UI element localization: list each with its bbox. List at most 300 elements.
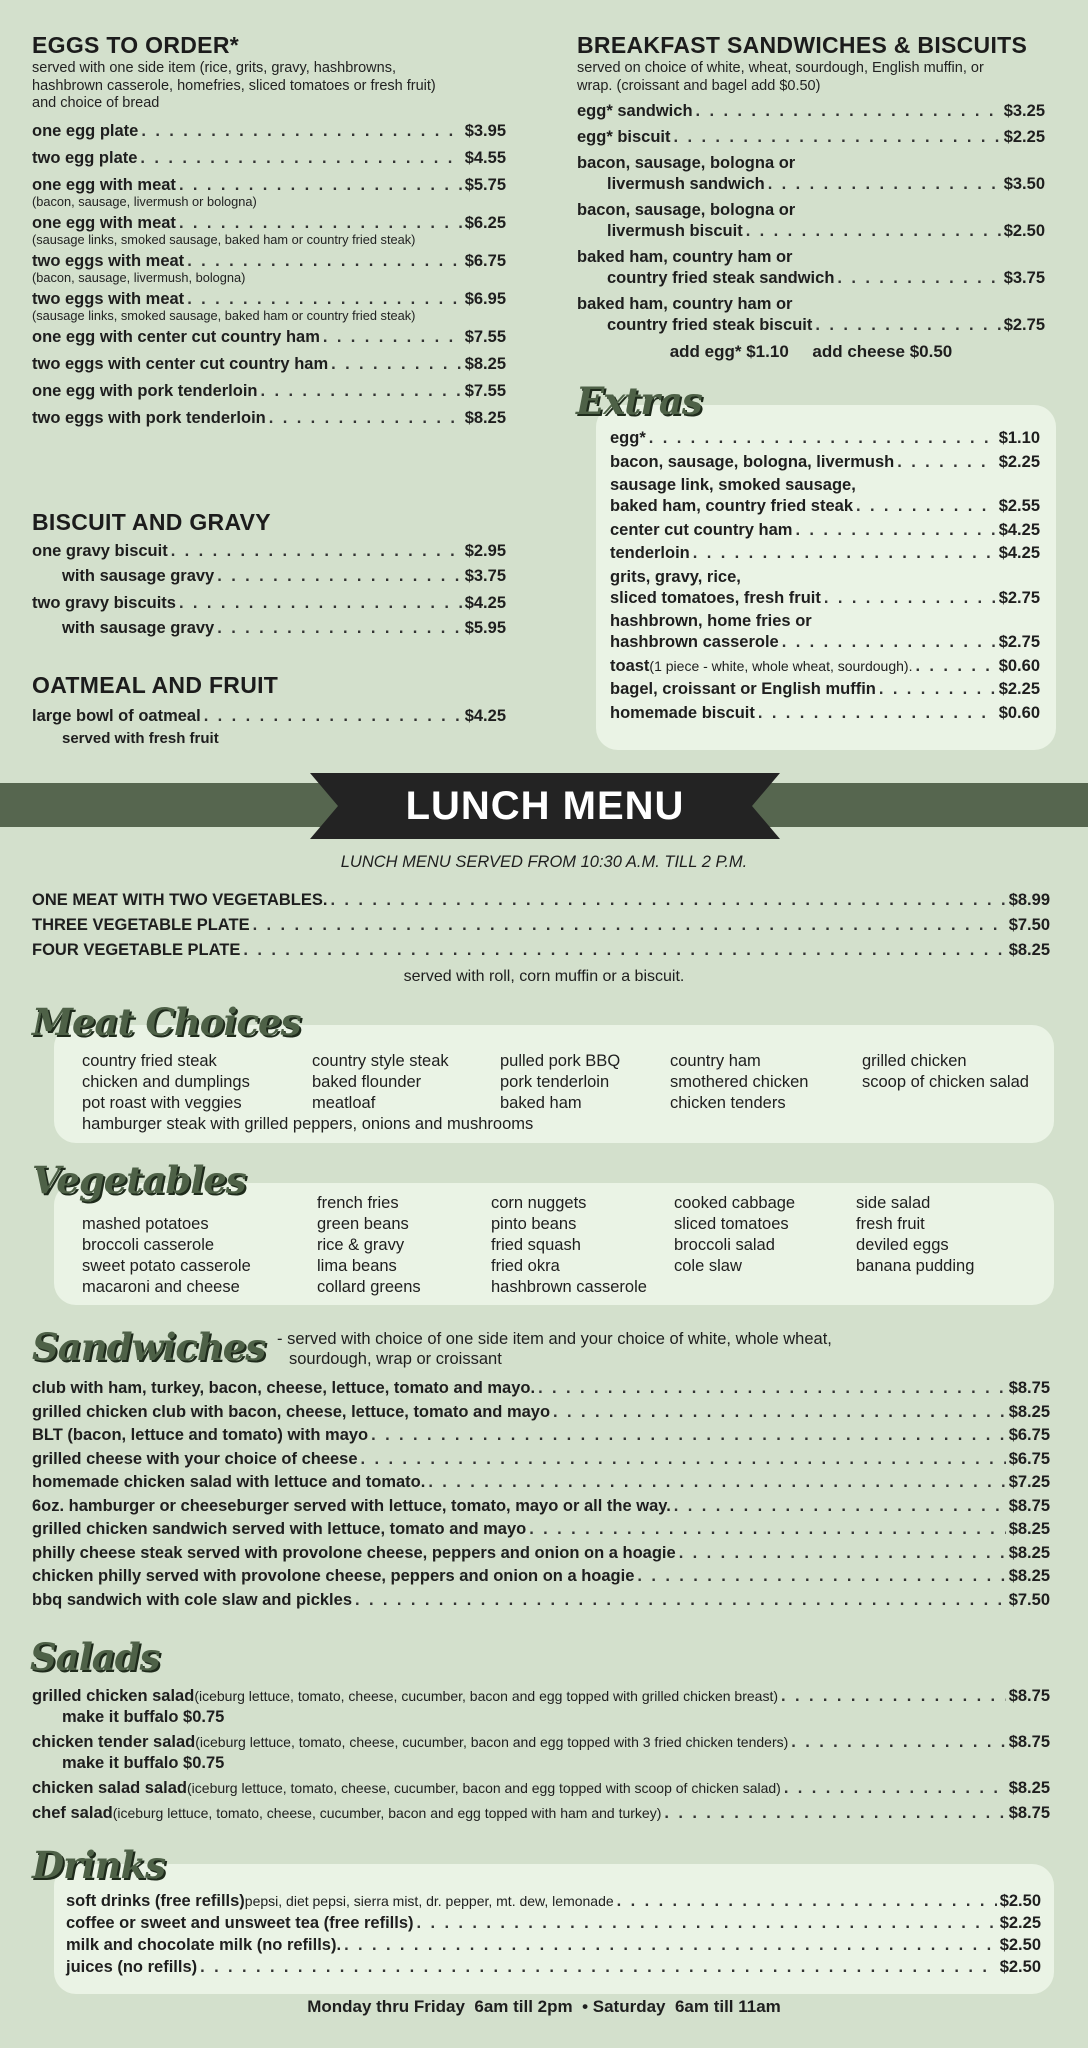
drinks-list xyxy=(66,1891,1041,1978)
item-price: $0.60 xyxy=(998,703,1040,722)
veg-column xyxy=(82,1193,251,1298)
menu-item xyxy=(66,1891,1041,1912)
vegetable-choice: pinto beans xyxy=(491,1215,577,1233)
meat-choice: country ham xyxy=(670,1052,761,1070)
menu-item xyxy=(577,127,1045,148)
dot-leader xyxy=(371,1425,1006,1446)
item-note: (sausage links, smoked sausage, baked ham or country fried steak) xyxy=(32,307,416,323)
menu-item xyxy=(32,1472,1050,1493)
dot-leader xyxy=(915,656,995,677)
dot-leader xyxy=(674,127,1001,148)
dot-leader xyxy=(261,381,462,402)
menu-item xyxy=(32,706,506,727)
item-name: grilled chicken salad xyxy=(32,1687,195,1705)
vegetable-choice: lima beans xyxy=(317,1257,397,1275)
menu-item xyxy=(610,452,1040,473)
item-name: country fried steak sandwich xyxy=(607,269,835,287)
item-price: $5.95 xyxy=(464,619,506,637)
menu-item xyxy=(610,588,1040,609)
item-name: bacon, sausage, bologna, livermush xyxy=(610,452,895,471)
vegetable-choice: cooked cabbage xyxy=(674,1194,796,1212)
dot-leader xyxy=(355,1590,1006,1611)
menu-item xyxy=(32,1803,1050,1824)
item-price: $2.25 xyxy=(1003,128,1045,146)
item-note: (bacon, sausage, livermush or bologna) xyxy=(32,193,257,209)
meat-choice: scoop of chicken salad xyxy=(862,1073,1029,1091)
vegetable-choice: banana pudding xyxy=(856,1257,975,1275)
bfast-desc-line: served on choice of white, wheat, sourdough, English muffin, or xyxy=(577,60,984,76)
item-name: two eggs with meat xyxy=(32,251,185,270)
item-price: $8.25 xyxy=(464,354,506,373)
eggs-list xyxy=(32,121,506,429)
item-name: two egg plate xyxy=(32,148,138,167)
item-name: one egg with meat xyxy=(32,213,176,232)
item-name: chef salad xyxy=(32,1804,113,1822)
meat-choice: baked ham xyxy=(500,1094,582,1112)
dot-leader xyxy=(649,428,996,449)
item-name: coffee or sweet and unsweet tea (free refills) xyxy=(66,1914,414,1932)
menu-item xyxy=(32,593,506,614)
item-name: BLT (bacon, lettuce and tomato) with mayo xyxy=(32,1426,369,1444)
vegetable-choice: sweet potato casserole xyxy=(82,1257,251,1275)
sandwiches-desc-line: - served with choice of one side item and your choice of white, whole wheat, xyxy=(277,1330,832,1348)
meat-choice: meatloaf xyxy=(312,1094,376,1112)
dot-leader xyxy=(344,1935,997,1956)
item-name: one gravy biscuit xyxy=(32,542,168,560)
item-name: grilled chicken sandwich served with lettuce, tomato and mayo xyxy=(32,1520,527,1538)
veg-column xyxy=(856,1193,974,1277)
menu-item xyxy=(32,618,506,639)
vegetable-choice xyxy=(82,1193,251,1214)
plates-note: served with roll, corn muffin or a biscuit. xyxy=(403,968,685,985)
vegetable-choice: fried squash xyxy=(491,1236,581,1254)
item-name: with sausage gravy xyxy=(62,567,215,585)
item-price: $8.75 xyxy=(1008,1379,1050,1397)
bfast-addons: add egg* $1.10 add cheese $0.50 xyxy=(669,342,953,361)
dot-leader xyxy=(664,1803,1005,1824)
dot-leader xyxy=(417,1913,997,1934)
vegetable-choice: sliced tomatoes xyxy=(674,1215,789,1233)
item-name-line: sausage link, smoked sausage, xyxy=(610,476,856,494)
item-price: $2.50 xyxy=(999,1958,1041,1976)
item-price: $7.55 xyxy=(464,327,506,346)
item-name: with sausage gravy xyxy=(62,619,215,637)
item-price: $8.75 xyxy=(1008,1687,1050,1705)
item-name: 6oz. hamburger or cheeseburger served with lettuce, tomato, mayo or all the way. xyxy=(32,1496,671,1515)
vegetable-choice: broccoli salad xyxy=(674,1236,775,1254)
item-price: $8.75 xyxy=(1008,1496,1050,1515)
dot-leader xyxy=(679,1543,1006,1564)
item-name-line: hashbrown, home fries or xyxy=(610,612,812,630)
item-name: chicken tender salad xyxy=(32,1733,196,1751)
item-price: $1.10 xyxy=(998,429,1040,447)
menu-item xyxy=(32,121,506,142)
item-name: egg* xyxy=(610,429,646,447)
item-price: $2.50 xyxy=(999,1892,1041,1910)
drinks-title: Drinks xyxy=(32,1843,166,1887)
dot-leader xyxy=(768,174,1001,195)
item-price: $8.75 xyxy=(1008,1733,1050,1751)
meat-choice: pot roast with veggies xyxy=(82,1094,242,1112)
salads-title: Salads xyxy=(30,1635,160,1679)
item-price: $2.25 xyxy=(998,452,1040,471)
item-name: juices (no refills) xyxy=(66,1958,198,1976)
item-price: $8.99 xyxy=(1008,891,1050,909)
item-note: pepsi, diet pepsi, sierra mist, dr. pepper, mt. dew, lemonade xyxy=(244,1893,614,1909)
menu-item xyxy=(32,289,506,310)
salad-extra: make it buffalo $0.75 xyxy=(62,1708,225,1726)
menu-item xyxy=(577,268,1045,289)
dot-leader xyxy=(141,121,461,142)
meats-column xyxy=(862,1051,1029,1093)
meat-choice: chicken tenders xyxy=(670,1094,786,1112)
item-price: $7.25 xyxy=(1008,1473,1050,1491)
sandwiches-desc xyxy=(277,1329,832,1369)
item-note: (iceburg lettuce, tomato, cheese, cucumber, bacon and egg topped with grilled chicken breast) xyxy=(194,1688,779,1704)
item-price: $6.25 xyxy=(464,213,506,232)
dot-leader xyxy=(856,496,996,517)
item-name: baked ham, country fried steak xyxy=(610,497,853,515)
menu-item xyxy=(32,1590,1050,1611)
item-name: bbq sandwich with cole slaw and pickles xyxy=(32,1590,352,1609)
dot-leader xyxy=(200,1957,997,1978)
item-name: two eggs with pork tenderloin xyxy=(32,408,266,427)
item-name: toast xyxy=(610,656,650,675)
menu-item xyxy=(32,1686,1050,1707)
item-name: livermush sandwich xyxy=(607,175,765,193)
meat-choice: country fried steak xyxy=(82,1052,217,1070)
menu-item xyxy=(66,1913,1041,1934)
dot-leader xyxy=(784,1778,1006,1799)
item-price: $8.25 xyxy=(1008,941,1050,959)
vegetable-choice: rice & gravy xyxy=(317,1236,405,1254)
menu-item xyxy=(610,428,1040,449)
vegetable-choice: deviled eggs xyxy=(856,1236,949,1254)
item-price: $8.25 xyxy=(1008,1543,1050,1562)
oatmeal-note: served with fresh fruit xyxy=(62,730,219,747)
dot-leader xyxy=(815,315,1000,336)
bfast-desc-line: wrap. (croissant and bagel add $0.50) xyxy=(577,77,821,94)
dot-leader xyxy=(140,148,461,169)
item-name-line: bacon, sausage, bologna or xyxy=(577,201,796,219)
menu-item xyxy=(32,1732,1050,1753)
dot-leader xyxy=(428,1472,1005,1493)
item-name: center cut country ham xyxy=(610,520,793,539)
dot-leader xyxy=(553,1402,1006,1423)
item-name: grilled cheese with your choice of cheese xyxy=(32,1449,358,1468)
dot-leader xyxy=(361,1449,1006,1470)
meat-choice: chicken and dumplings xyxy=(82,1073,250,1091)
oatmeal-section xyxy=(32,672,506,749)
extras-list xyxy=(610,428,1040,724)
item-price: $4.25 xyxy=(464,594,506,612)
item-price: $6.75 xyxy=(464,251,506,270)
item-price: $2.25 xyxy=(998,680,1040,698)
biscuit-title: BISCUIT AND GRAVY xyxy=(32,509,271,535)
item-price: $6.95 xyxy=(464,289,506,308)
dot-leader xyxy=(795,520,995,541)
item-name: two eggs with meat xyxy=(32,289,185,308)
item-name: bagel, croissant or English muffin xyxy=(610,680,876,698)
dot-leader xyxy=(696,101,1001,122)
item-price: $5.75 xyxy=(464,175,506,194)
menu-item xyxy=(610,703,1040,724)
bfast-sandwich-title: BREAKFAST SANDWICHES & BISCUITS xyxy=(577,32,1028,58)
salad-extra: make it buffalo $0.75 xyxy=(62,1754,225,1772)
vegetable-choice: fresh fruit xyxy=(856,1215,925,1233)
item-name: chicken philly served with provolone cheese, peppers and onion on a hoagie xyxy=(32,1567,635,1585)
menu-item xyxy=(32,327,506,348)
meat-choice: grilled chicken xyxy=(862,1052,967,1070)
menu-item xyxy=(32,1402,1050,1423)
lunch-banner-title: LUNCH MENU xyxy=(405,784,685,828)
vegetable-choice: mashed potatoes xyxy=(82,1215,209,1233)
item-name: large bowl of oatmeal xyxy=(32,707,201,725)
dot-leader xyxy=(674,1496,1006,1517)
item-price: $7.50 xyxy=(1008,1590,1050,1609)
dot-leader xyxy=(824,588,996,609)
item-name-line: bacon, sausage, bologna or xyxy=(577,154,796,172)
vegetable-choice: cole slaw xyxy=(674,1257,742,1275)
dot-leader xyxy=(187,251,462,272)
bfast-list xyxy=(577,101,1045,336)
item-name: country fried steak biscuit xyxy=(607,316,813,334)
item-price: $2.50 xyxy=(999,1936,1041,1954)
item-name-line: baked ham, country ham or xyxy=(577,295,793,313)
dot-leader xyxy=(529,1519,1005,1540)
meat-choice: country style steak xyxy=(312,1052,449,1070)
plate-item xyxy=(32,940,1050,961)
item-name: club with ham, turkey, bacon, cheese, lettuce, tomato and mayo. xyxy=(32,1379,536,1397)
item-price: $6.75 xyxy=(1008,1426,1050,1444)
item-price: $2.50 xyxy=(1003,222,1045,240)
dot-leader xyxy=(179,175,462,196)
item-price: $4.25 xyxy=(464,707,506,725)
item-price: $2.75 xyxy=(998,633,1040,651)
menu-item xyxy=(32,1378,1050,1399)
item-note: (bacon, sausage, livermush, bologna) xyxy=(32,269,246,285)
item-name: tenderloin xyxy=(610,544,690,562)
item-price: $8.25 xyxy=(464,408,506,427)
eggs-desc-line: served with one side item (rice, grits, gravy, hashbrowns, xyxy=(32,60,396,76)
meat-choice: baked flounder xyxy=(312,1073,422,1091)
veg-column xyxy=(491,1193,647,1298)
item-name: FOUR VEGETABLE PLATE xyxy=(32,941,241,959)
dot-leader xyxy=(879,679,996,700)
item-price: $4.25 xyxy=(998,544,1040,562)
item-price: $2.75 xyxy=(1003,316,1045,334)
item-price: $4.25 xyxy=(998,520,1040,539)
item-name: livermush biscuit xyxy=(607,222,743,240)
menu-item xyxy=(32,408,506,429)
dot-leader xyxy=(323,327,462,348)
dot-leader xyxy=(637,1566,1005,1587)
menu-item xyxy=(32,175,506,196)
eggs-desc-line: hashbrown casserole, homefries, sliced tomatoes or fresh fruit) xyxy=(32,77,436,94)
item-name: homemade chicken salad with lettuce and tomato. xyxy=(32,1473,426,1491)
dot-leader xyxy=(269,408,462,429)
meat-choice: pork tenderloin xyxy=(500,1073,610,1091)
sandwiches-list xyxy=(32,1378,1050,1611)
menu-item xyxy=(610,656,1040,677)
meats-column xyxy=(312,1051,449,1114)
menu-item xyxy=(32,1543,1050,1564)
dot-leader xyxy=(897,452,995,473)
item-name: one egg with meat xyxy=(32,175,176,194)
menu-item xyxy=(610,520,1040,541)
item-price: $3.75 xyxy=(1003,269,1045,287)
dot-leader xyxy=(791,1732,1005,1753)
menu-item xyxy=(32,148,506,169)
menu-item xyxy=(32,251,506,272)
veg-column xyxy=(317,1193,421,1298)
item-name: ONE MEAT WITH TWO VEGETABLES. xyxy=(32,891,328,909)
veg-title: Vegetables xyxy=(32,1158,246,1202)
dot-leader xyxy=(179,213,462,234)
oatmeal-title: OATMEAL AND FRUIT xyxy=(32,672,279,698)
item-name: two gravy biscuits xyxy=(32,594,176,612)
dot-leader xyxy=(781,1686,1006,1707)
eggs-desc-line: and choice of bread xyxy=(32,95,160,111)
vegetable-choice: collard greens xyxy=(317,1278,421,1296)
item-note: (1 piece - white, whole wheat, sourdough). xyxy=(649,657,913,674)
item-name: chicken salad salad xyxy=(32,1779,188,1797)
dot-leader xyxy=(187,289,462,310)
dot-leader xyxy=(746,221,1001,242)
meats-title: Meat Choices xyxy=(32,1000,301,1044)
menu-item xyxy=(32,1566,1050,1587)
menu-item xyxy=(32,381,506,402)
vegetable-choice: broccoli casserole xyxy=(82,1236,215,1254)
menu-item xyxy=(32,1449,1050,1470)
plate-item xyxy=(32,890,1050,911)
dot-leader xyxy=(538,1378,1006,1399)
item-note: (sausage links, smoked sausage, baked ham or country fried steak) xyxy=(32,231,416,247)
item-note: (iceburg lettuce, tomato, cheese, cucumber, bacon and egg topped with scoop of chicken salad) xyxy=(187,1780,781,1796)
item-price: $8.25 xyxy=(1008,1779,1050,1797)
eggs-section xyxy=(32,32,506,429)
item-name: philly cheese steak served with provolone cheese, peppers and onion on a hoagie xyxy=(32,1543,676,1562)
item-name-line: baked ham, country ham or xyxy=(577,248,793,266)
vegetable-choice: macaroni and cheese xyxy=(82,1278,240,1296)
vegetable-choice: fried okra xyxy=(491,1257,560,1275)
menu-item xyxy=(32,354,506,375)
meat-choice: smothered chicken xyxy=(670,1073,809,1091)
item-price: $3.75 xyxy=(464,567,506,585)
dot-leader xyxy=(758,703,996,724)
menu-item xyxy=(610,679,1040,700)
menu-item xyxy=(32,213,506,234)
vegetable-choice: corn nuggets xyxy=(491,1194,587,1212)
item-price: $2.95 xyxy=(464,542,506,560)
item-price: $2.75 xyxy=(998,588,1040,607)
item-name: milk and chocolate milk (no refills). xyxy=(66,1936,342,1954)
item-note: (iceburg lettuce, tomato, cheese, cucumber, bacon and egg topped with ham and turkey) xyxy=(112,1805,662,1821)
item-name: two eggs with center cut country ham xyxy=(32,354,329,373)
meat-choice: pulled pork BBQ xyxy=(500,1052,621,1070)
dot-leader xyxy=(782,632,996,653)
menu-item xyxy=(610,543,1040,564)
item-price: $8.25 xyxy=(1008,1402,1050,1421)
item-name: soft drinks (free refills) xyxy=(66,1892,245,1910)
item-name: egg* biscuit xyxy=(577,128,671,146)
sandwiches-title: Sandwiches xyxy=(32,1325,266,1369)
vegetable-choice: french fries xyxy=(317,1194,399,1212)
item-price: $8.25 xyxy=(1008,1567,1050,1585)
salads-list xyxy=(32,1686,1050,1824)
item-name: THREE VEGETABLE PLATE xyxy=(32,916,250,934)
eggs-title: EGGS TO ORDER* xyxy=(32,32,239,58)
item-name: egg* sandwich xyxy=(577,102,693,120)
menu-item xyxy=(610,496,1040,517)
menu-item xyxy=(577,174,1045,195)
item-price: $3.50 xyxy=(1003,175,1045,193)
menu-item xyxy=(577,315,1045,336)
dot-leader xyxy=(693,543,996,564)
item-price: $7.50 xyxy=(1008,916,1050,934)
item-price: $3.95 xyxy=(464,121,506,140)
vegetable-choice: hashbrown casserole xyxy=(491,1278,647,1296)
menu-item xyxy=(610,632,1040,653)
menu-item xyxy=(577,221,1045,242)
biscuit-section xyxy=(32,509,506,639)
item-name-line: grits, gravy, rice, xyxy=(610,567,741,586)
veg-column xyxy=(674,1193,795,1277)
bfast-sandwich-section xyxy=(577,32,1045,362)
menu-item xyxy=(577,101,1045,122)
item-name: one egg with pork tenderloin xyxy=(32,381,258,400)
hours: Monday thru Friday 6am till 2pm • Saturday 6am till 11am xyxy=(307,1997,781,2016)
item-price: $7.55 xyxy=(464,381,506,400)
item-price: $3.25 xyxy=(1003,102,1045,120)
menu-item xyxy=(32,566,506,587)
vegetable-choice: side salad xyxy=(856,1194,931,1212)
vegetable-choice: green beans xyxy=(317,1215,409,1233)
item-name: grilled chicken club with bacon, cheese, lettuce, tomato and mayo xyxy=(32,1402,551,1421)
item-price: $0.60 xyxy=(998,656,1040,675)
item-price: $2.55 xyxy=(998,497,1040,515)
menu-item xyxy=(32,1519,1050,1540)
menu-item xyxy=(66,1935,1041,1956)
item-price: $2.25 xyxy=(999,1914,1041,1932)
plates-list xyxy=(32,890,1050,961)
item-name: homemade biscuit xyxy=(610,703,755,722)
sandwiches-desc-line: sourdough, wrap or croissant xyxy=(289,1350,502,1368)
meats-column xyxy=(82,1051,250,1114)
menu-item xyxy=(32,1496,1050,1517)
item-name: sliced tomatoes, fresh fruit xyxy=(610,588,821,607)
meats-last: hamburger steak with grilled peppers, onions and mushrooms xyxy=(82,1115,534,1133)
menu-item xyxy=(66,1957,1041,1978)
item-price: $6.75 xyxy=(1008,1449,1050,1468)
dot-leader xyxy=(617,1891,997,1912)
item-name: hashbrown casserole xyxy=(610,633,779,651)
menu-item xyxy=(32,1425,1050,1446)
item-price: $8.25 xyxy=(1008,1520,1050,1538)
plate-item xyxy=(32,915,1050,936)
lunch-served: LUNCH MENU SERVED FROM 10:30 A.M. TILL 2 P.M. xyxy=(340,853,748,871)
item-name: one egg plate xyxy=(32,121,139,140)
item-note: (iceburg lettuce, tomato, cheese, cucumber, bacon and egg topped with 3 fried chicken tenders) xyxy=(195,1734,789,1750)
item-name: one egg with center cut country ham xyxy=(32,327,320,346)
dot-leader xyxy=(331,354,462,375)
extras-title: Extras xyxy=(576,379,702,423)
item-price: $4.55 xyxy=(464,148,506,167)
menu-item xyxy=(32,541,506,562)
meats-column xyxy=(670,1051,809,1114)
menu-item xyxy=(32,1778,1050,1799)
dot-leader xyxy=(837,268,1000,289)
